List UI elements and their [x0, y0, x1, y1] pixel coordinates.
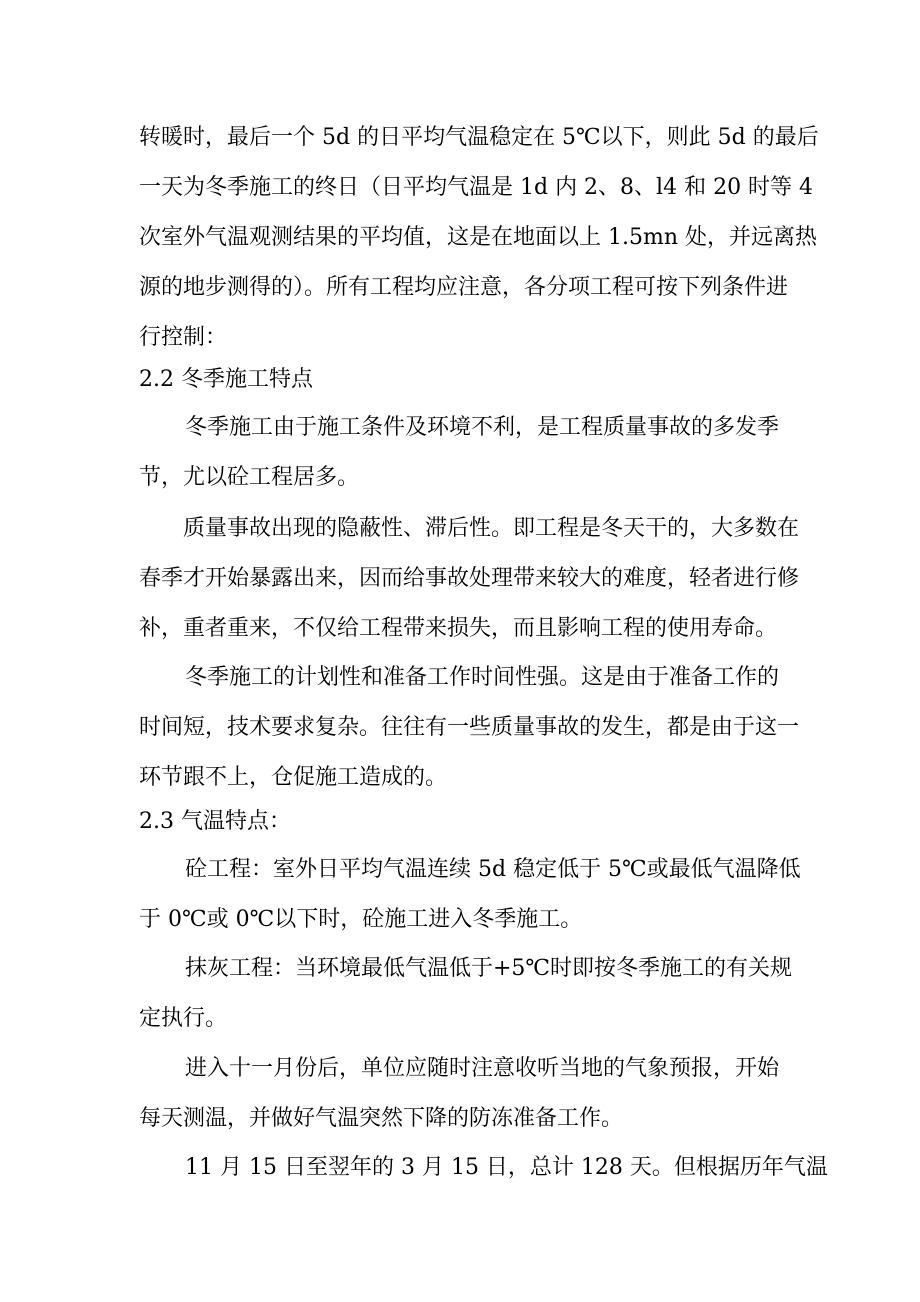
section-2-3-heading: 2.3 气温特点： [139, 809, 291, 834]
s22-p1-line-1: 冬季施工由于施工条件及环境不利，是工程质量事故的多发季 [185, 415, 780, 440]
intro-line-5: 行控制： [139, 325, 228, 350]
s23-p3-line-2: 每天测温，并做好气温突然下降的防冻准备工作。 [139, 1106, 624, 1131]
s23-p4-line-1: 11 月 15 日至翌年的 3 月 15 日，总计 128 天。但根据历年气温 [185, 1155, 828, 1180]
intro-line-1: 转暖时，最后一个 5d 的日平均气温稳定在 5℃以下，则此 5d 的最后 [139, 125, 819, 150]
s23-p1-line-2: 于 0℃或 0℃以下时，砼施工进入冬季施工。 [139, 907, 583, 932]
intro-line-2: 一天为冬季施工的终日（日平均气温是 1d 内 2、8、l4 和 20 时等 4 [139, 175, 814, 200]
s23-p2-line-1: 抹灰工程：当环境最低气温低于+5℃时即按冬季施工的有关规 [185, 956, 793, 981]
s22-p1-line-2: 节，尤以砼工程居多。 [139, 465, 360, 490]
s22-p3-line-2: 时间短，技术要求复杂。往往有一些质量事故的发生，都是由于这一 [139, 715, 800, 740]
s22-p3-line-3: 环节跟不上，仓促施工造成的。 [139, 765, 448, 790]
section-2-2-heading: 2.2 冬季施工特点 [139, 367, 313, 392]
intro-line-4: 源的地步测得的）。所有工程均应注意，各分项工程可按下列条件进 [139, 275, 789, 300]
s22-p2-line-2: 春季才开始暴露出来，因而给事故处理带来较大的难度，轻者进行修 [139, 566, 800, 591]
s23-p1-line-1: 砼工程：室外日平均气温连续 5d 稳定低于 5℃或最低气温降低 [185, 857, 801, 882]
s22-p2-line-3: 补，重者重来，不仅给工程带来损失，而且影响工程的使用寿命。 [139, 616, 778, 641]
intro-line-3: 次室外气温观测结果的平均值，这是在地面以上 1.5mn 处，并远离热 [139, 225, 818, 250]
s23-p3-line-1: 进入十一月份后，单位应随时注意收听当地的气象预报，开始 [185, 1056, 780, 1081]
s23-p2-line-2: 定执行。 [139, 1006, 228, 1031]
s22-p3-line-1: 冬季施工的计划性和准备工作时间性强。这是由于准备工作的 [185, 665, 780, 690]
s22-p2-line-1: 质量事故出现的隐蔽性、滞后性。即工程是冬天干的，大多数在 [183, 516, 800, 541]
